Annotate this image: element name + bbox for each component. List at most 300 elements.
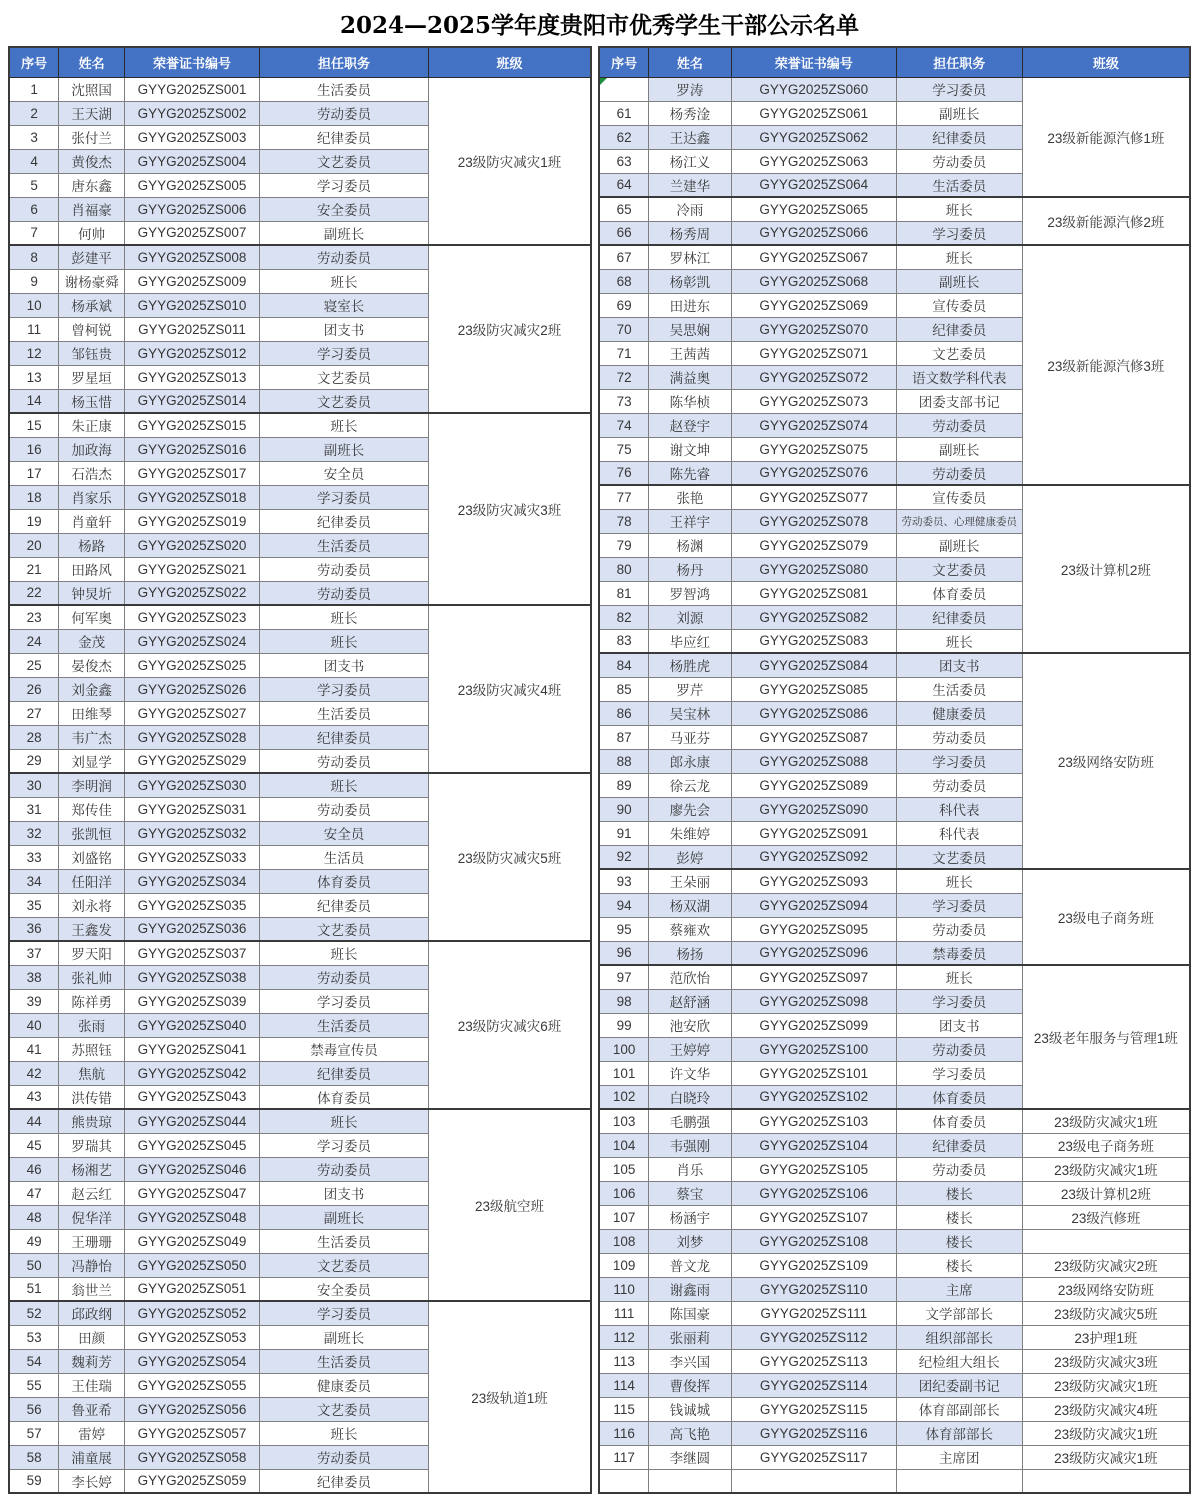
cell-no: 43 [9, 1085, 59, 1109]
cell-cert: GYYG2025ZS018 [125, 485, 260, 509]
cell-class: 23级网络安防班 [1022, 653, 1190, 869]
cell-cert: GYYG2025ZS062 [731, 125, 896, 149]
table-row [599, 653, 1190, 677]
cell-no: 50 [9, 1253, 59, 1277]
cell-no: 49 [9, 1229, 59, 1253]
header-cell-4: 班级 [1022, 47, 1190, 77]
cell-no: 55 [9, 1373, 59, 1397]
cell-cert: GYYG2025ZS036 [125, 917, 260, 941]
cell-cert: GYYG2025ZS061 [731, 101, 896, 125]
table-row [599, 1205, 1190, 1229]
cell-cert: GYYG2025ZS023 [125, 605, 260, 629]
cell-name: 廖先会 [649, 797, 731, 821]
cell-name: 魏莉芳 [59, 1349, 125, 1373]
cell-no: 64 [599, 173, 649, 197]
cell-name: 王天湖 [59, 101, 125, 125]
cell-no: 11 [9, 317, 59, 341]
cell-no: 62 [599, 125, 649, 149]
cell-name: 陈华桢 [649, 389, 731, 413]
cell-cert: GYYG2025ZS072 [731, 365, 896, 389]
cell-name: 池安欣 [649, 1013, 731, 1037]
header-cell-0: 序号 [599, 47, 649, 77]
cell-class: 23级防灾减灾1班 [1022, 1157, 1190, 1181]
cell-name: 罗智鸿 [649, 581, 731, 605]
cell-name: 浦童展 [59, 1445, 125, 1469]
cell-name: 朱正康 [59, 413, 125, 437]
cell-name: 沈照国 [59, 77, 125, 101]
cell-cert: GYYG2025ZS042 [125, 1061, 260, 1085]
cell-class: 23级防灾减灾2班 [1022, 1253, 1190, 1277]
cell-role: 纪律委员 [896, 125, 1022, 149]
cell-no: 95 [599, 917, 649, 941]
cell-role: 宣传委员 [896, 485, 1022, 509]
cell-role: 班长 [896, 197, 1022, 221]
table-row [9, 605, 591, 629]
cell-name: 田进东 [649, 293, 731, 317]
cell-no: 41 [9, 1037, 59, 1061]
cell-class: 23级防灾减灾4班 [429, 605, 592, 773]
cell-role: 劳动委员 [896, 773, 1022, 797]
cell-class: 23级计算机2班 [1022, 485, 1190, 653]
cell-class: 23级新能源汽修3班 [1022, 245, 1190, 485]
cell-name: 罗星垣 [59, 365, 125, 389]
cell-name: 肖乐 [649, 1157, 731, 1181]
cell-role: 团支书 [259, 317, 428, 341]
cell-name: 罗涛 [649, 77, 731, 101]
cell-cert: GYYG2025ZS098 [731, 989, 896, 1013]
cell-role: 生活委员 [259, 701, 428, 725]
table-row [599, 1181, 1190, 1205]
cell-role: 副班长 [259, 1205, 428, 1229]
header-row [599, 47, 1190, 77]
cell-role: 劳动委员 [259, 1445, 428, 1469]
cell-cert: GYYG2025ZS109 [731, 1253, 896, 1277]
cell-cert: GYYG2025ZS116 [731, 1421, 896, 1445]
cell-no: 81 [599, 581, 649, 605]
cell-class [1022, 1229, 1190, 1253]
cell-role: 体育委员 [259, 1085, 428, 1109]
cell-class: 23级防灾减灾1班 [1022, 1445, 1190, 1469]
cell-name: 杨双湖 [649, 893, 731, 917]
cell-role: 安全委员 [259, 197, 428, 221]
cell-cert: GYYG2025ZS011 [125, 317, 260, 341]
cell-no: 80 [599, 557, 649, 581]
cell-name: 张礼帅 [59, 965, 125, 989]
cell-cert: GYYG2025ZS091 [731, 821, 896, 845]
cell-class: 23级防灾减灾4班 [1022, 1397, 1190, 1421]
table-row [599, 1253, 1190, 1277]
cell-no: 67 [599, 245, 649, 269]
cell-cert: GYYG2025ZS005 [125, 173, 260, 197]
cell-name: 郎永康 [649, 749, 731, 773]
cell-role: 团支书 [259, 1181, 428, 1205]
cell-cert: GYYG2025ZS094 [731, 893, 896, 917]
header-cell-0: 序号 [9, 47, 59, 77]
cell-role: 文艺委员 [259, 149, 428, 173]
cell-name: 翁世兰 [59, 1277, 125, 1301]
table-row [599, 77, 1190, 101]
cell-no: 9 [9, 269, 59, 293]
cell-name: 钱诚城 [649, 1397, 731, 1421]
table-header [9, 47, 591, 77]
cell-role: 副班长 [896, 101, 1022, 125]
cell-no: 5 [9, 173, 59, 197]
cell-name: 吴思娴 [649, 317, 731, 341]
cell-cert: GYYG2025ZS065 [731, 197, 896, 221]
header-cell-1: 姓名 [59, 47, 125, 77]
cell-no: 106 [599, 1181, 649, 1205]
cell-role: 学习委员 [259, 1133, 428, 1157]
cell-cert: GYYG2025ZS012 [125, 341, 260, 365]
cell-role: 学习委员 [896, 221, 1022, 245]
cell-role: 劳动委员 [896, 917, 1022, 941]
cell-cert: GYYG2025ZS070 [731, 317, 896, 341]
cell-no: 109 [599, 1253, 649, 1277]
cell-cert: GYYG2025ZS044 [125, 1109, 260, 1133]
cell-name: 马亚芬 [649, 725, 731, 749]
cell-name: 张凯恒 [59, 821, 125, 845]
cell-role: 生活委员 [896, 677, 1022, 701]
cell-role: 寝室长 [259, 293, 428, 317]
cell-role: 副班长 [896, 269, 1022, 293]
cell-class: 23级电子商务班 [1022, 869, 1190, 965]
cell-no: 44 [9, 1109, 59, 1133]
cell-cert: GYYG2025ZS004 [125, 149, 260, 173]
page-title: 2024—2025学年度贵阳市优秀学生干部公示名单 [339, 12, 860, 39]
table-row [599, 1301, 1190, 1325]
cell-role: 文艺委员 [259, 389, 428, 413]
cell-role: 体育委员 [896, 1085, 1022, 1109]
cell-no: 88 [599, 749, 649, 773]
cell-role: 安全员 [259, 821, 428, 845]
cell-no: 30 [9, 773, 59, 797]
cell-name: 满益奥 [649, 365, 731, 389]
cell-no: 21 [9, 557, 59, 581]
cell-cert: GYYG2025ZS049 [125, 1229, 260, 1253]
cell-name: 谢文坤 [649, 437, 731, 461]
cell-name: 赵云红 [59, 1181, 125, 1205]
cell-name: 王达鑫 [649, 125, 731, 149]
cell-name: 熊贵琼 [59, 1109, 125, 1133]
cell-name: 范欣怡 [649, 965, 731, 989]
cell-cert: GYYG2025ZS066 [731, 221, 896, 245]
cell-role: 体育委员 [896, 581, 1022, 605]
cell-role: 团支书 [259, 653, 428, 677]
cell-cert: GYYG2025ZS021 [125, 557, 260, 581]
table-row [599, 1157, 1190, 1181]
cell-cert: GYYG2025ZS088 [731, 749, 896, 773]
cell-cert: GYYG2025ZS058 [125, 1445, 260, 1469]
cell-name: 田颜 [59, 1325, 125, 1349]
cell-name: 鲁亚希 [59, 1397, 125, 1421]
cell-cert: GYYG2025ZS099 [731, 1013, 896, 1037]
cell-cert: GYYG2025ZS046 [125, 1157, 260, 1181]
cell-cert: GYYG2025ZS087 [731, 725, 896, 749]
header-cell-3: 担任职务 [896, 47, 1022, 77]
cell-class: 23级电子商务班 [1022, 1133, 1190, 1157]
cell-role: 劳动委员 [259, 1157, 428, 1181]
cell-name: 王朵丽 [649, 869, 731, 893]
table-row [9, 1109, 591, 1133]
cell-class: 23级航空班 [429, 1109, 592, 1301]
cell-name: 加政海 [59, 437, 125, 461]
cell-role: 班长 [259, 941, 428, 965]
cell-role: 禁毒委员 [896, 941, 1022, 965]
cell-role: 生活委员 [259, 77, 428, 101]
cell-name: 李明润 [59, 773, 125, 797]
cell-cert: GYYG2025ZS035 [125, 893, 260, 917]
cell-role: 劳动委员 [259, 101, 428, 125]
cell-cert: GYYG2025ZS052 [125, 1301, 260, 1325]
cell-no: 66 [599, 221, 649, 245]
cell-cert: GYYG2025ZS108 [731, 1229, 896, 1253]
cell-class: 23级防灾减灾6班 [429, 941, 592, 1109]
cell-role: 生活委员 [259, 1349, 428, 1373]
cell-role: 文学部部长 [896, 1301, 1022, 1325]
cell-role: 学习委员 [259, 341, 428, 365]
cell-no [599, 77, 649, 101]
cell-name: 徐云龙 [649, 773, 731, 797]
cell-name: 张雨 [59, 1013, 125, 1037]
cell-role: 班长 [259, 629, 428, 653]
cell-name: 钟炅圻 [59, 581, 125, 605]
cell-no: 56 [9, 1397, 59, 1421]
cell-role: 副班长 [259, 221, 428, 245]
cell-cert: GYYG2025ZS020 [125, 533, 260, 557]
cell-name: 韦强刚 [649, 1133, 731, 1157]
cell-role: 组织部部长 [896, 1325, 1022, 1349]
cell-name: 田路风 [59, 557, 125, 581]
cell-cert: GYYG2025ZS111 [731, 1301, 896, 1325]
header-row [9, 47, 591, 77]
cell-role: 主席 [896, 1277, 1022, 1301]
cell-cert: GYYG2025ZS032 [125, 821, 260, 845]
cell-role: 体育委员 [259, 869, 428, 893]
cell-no: 104 [599, 1133, 649, 1157]
table-row [9, 413, 591, 437]
cell-name: 王茜茜 [649, 341, 731, 365]
cell-cert: GYYG2025ZS008 [125, 245, 260, 269]
table-body [599, 77, 1190, 1493]
cell-name: 张艳 [649, 485, 731, 509]
cell-name: 金茂 [59, 629, 125, 653]
table-row [599, 965, 1190, 989]
cell-name: 赵登宇 [649, 413, 731, 437]
cell-cert: GYYG2025ZS074 [731, 413, 896, 437]
cell-name: 王祥宇 [649, 509, 731, 533]
cell-name [649, 1469, 731, 1493]
table-row [599, 1133, 1190, 1157]
cell-name: 邱政纲 [59, 1301, 125, 1325]
table-row [599, 1109, 1190, 1133]
cell-cert: GYYG2025ZS056 [125, 1397, 260, 1421]
header-cell-2: 荣誉证书编号 [125, 47, 260, 77]
table-row [9, 245, 591, 269]
cell-name: 普文龙 [649, 1253, 731, 1277]
roster-table-right [598, 46, 1191, 1494]
cell-class: 23级网络安防班 [1022, 1277, 1190, 1301]
cell-name: 王鑫发 [59, 917, 125, 941]
cell-cert: GYYG2025ZS079 [731, 533, 896, 557]
cell-name: 曹俊挥 [649, 1373, 731, 1397]
cell-name: 杨渊 [649, 533, 731, 557]
cell-no: 78 [599, 509, 649, 533]
cell-no: 63 [599, 149, 649, 173]
cell-no: 39 [9, 989, 59, 1013]
cell-cert: GYYG2025ZS055 [125, 1373, 260, 1397]
cell-no: 111 [599, 1301, 649, 1325]
cell-cert: GYYG2025ZS106 [731, 1181, 896, 1205]
cell-cert: GYYG2025ZS076 [731, 461, 896, 485]
table-row [599, 485, 1190, 509]
cell-no: 31 [9, 797, 59, 821]
cell-no [599, 1469, 649, 1493]
cell-name: 晏俊杰 [59, 653, 125, 677]
table-header [599, 47, 1190, 77]
cell-cert: GYYG2025ZS051 [125, 1277, 260, 1301]
cell-no: 116 [599, 1421, 649, 1445]
cell-no: 110 [599, 1277, 649, 1301]
cell-name: 杨江义 [649, 149, 731, 173]
cell-class: 23护理1班 [1022, 1325, 1190, 1349]
cell-role: 纪律委员 [896, 605, 1022, 629]
cell-role: 楼长 [896, 1229, 1022, 1253]
cell-no: 54 [9, 1349, 59, 1373]
cell-name: 毕应红 [649, 629, 731, 653]
cell-cert: GYYG2025ZS075 [731, 437, 896, 461]
cell-name: 陈祥勇 [59, 989, 125, 1013]
cell-cert: GYYG2025ZS068 [731, 269, 896, 293]
cell-no: 34 [9, 869, 59, 893]
cell-name: 冯静怡 [59, 1253, 125, 1277]
table-row [599, 1421, 1190, 1445]
cell-name: 韦广杰 [59, 725, 125, 749]
cell-name: 蔡宝 [649, 1181, 731, 1205]
cell-name: 何帅 [59, 221, 125, 245]
cell-role: 劳动委员 [259, 557, 428, 581]
cell-cert: GYYG2025ZS080 [731, 557, 896, 581]
cell-no: 70 [599, 317, 649, 341]
cell-role: 劳动委员 [259, 965, 428, 989]
cell-name: 毛鹏强 [649, 1109, 731, 1133]
cell-role: 生活委员 [259, 1229, 428, 1253]
cell-name: 刘源 [649, 605, 731, 629]
roster-table-left [8, 46, 592, 1494]
cell-role: 文艺委员 [896, 341, 1022, 365]
cell-role: 学习委员 [259, 1301, 428, 1325]
cell-name: 冷雨 [649, 197, 731, 221]
cell-no: 112 [599, 1325, 649, 1349]
cell-cert: GYYG2025ZS030 [125, 773, 260, 797]
cell-role: 班长 [896, 965, 1022, 989]
cell-no: 61 [599, 101, 649, 125]
cell-role: 文艺委员 [259, 917, 428, 941]
cell-name: 彭婷 [649, 845, 731, 869]
cell-name: 杨彰凯 [649, 269, 731, 293]
cell-name: 洪传错 [59, 1085, 125, 1109]
cell-name: 陈先睿 [649, 461, 731, 485]
cell-cert: GYYG2025ZS113 [731, 1349, 896, 1373]
header-cell-1: 姓名 [649, 47, 731, 77]
cell-no: 52 [9, 1301, 59, 1325]
cell-name: 刘永将 [59, 893, 125, 917]
cell-cert: GYYG2025ZS053 [125, 1325, 260, 1349]
cell-role: 纪检组大组长 [896, 1349, 1022, 1373]
cell-role: 文艺委员 [259, 1397, 428, 1421]
cell-role: 班长 [259, 413, 428, 437]
cell-no: 69 [599, 293, 649, 317]
cell-role: 纪律委员 [259, 725, 428, 749]
cell-role: 劳动委员 [896, 1037, 1022, 1061]
cell-no: 72 [599, 365, 649, 389]
cell-cert: GYYG2025ZS107 [731, 1205, 896, 1229]
cell-no: 114 [599, 1373, 649, 1397]
header-cell-3: 担任职务 [259, 47, 428, 77]
cell-name: 张付兰 [59, 125, 125, 149]
table-row [9, 77, 591, 101]
cell-no: 38 [9, 965, 59, 989]
cell-cert: GYYG2025ZS033 [125, 845, 260, 869]
table-row [599, 1229, 1190, 1253]
cell-role: 纪律委员 [896, 1133, 1022, 1157]
cell-no: 84 [599, 653, 649, 677]
cell-cert: GYYG2025ZS048 [125, 1205, 260, 1229]
cell-name: 杨秀淦 [649, 101, 731, 125]
cell-cert: GYYG2025ZS110 [731, 1277, 896, 1301]
cell-name: 杨秀周 [649, 221, 731, 245]
cell-no: 58 [9, 1445, 59, 1469]
cell-role: 生活委员 [259, 1013, 428, 1037]
cell-name: 雷婷 [59, 1421, 125, 1445]
cell-cert: GYYG2025ZS059 [125, 1469, 260, 1493]
cell-name: 谢杨豪舜 [59, 269, 125, 293]
cell-cert: GYYG2025ZS022 [125, 581, 260, 605]
cell-role: 楼长 [896, 1181, 1022, 1205]
cell-cert: GYYG2025ZS003 [125, 125, 260, 149]
table-row [599, 1325, 1190, 1349]
cell-no: 101 [599, 1061, 649, 1085]
cell-no: 77 [599, 485, 649, 509]
cell-cert: GYYG2025ZS040 [125, 1013, 260, 1037]
cell-name: 罗林江 [649, 245, 731, 269]
cell-cert: GYYG2025ZS100 [731, 1037, 896, 1061]
cell-name: 李继圆 [649, 1445, 731, 1469]
cell-name: 陈国豪 [649, 1301, 731, 1325]
cell-role: 劳动委员 [896, 149, 1022, 173]
cell-class: 23级防灾减灾3班 [429, 413, 592, 605]
cell-no: 2 [9, 101, 59, 125]
cell-class: 23级防灾减灾1班 [1022, 1109, 1190, 1133]
cell-cert: GYYG2025ZS006 [125, 197, 260, 221]
cell-no: 53 [9, 1325, 59, 1349]
cell-name: 杨丹 [649, 557, 731, 581]
cell-cert: GYYG2025ZS001 [125, 77, 260, 101]
cell-role: 楼长 [896, 1205, 1022, 1229]
cell-role: 学习委员 [259, 173, 428, 197]
cell-name: 肖童轩 [59, 509, 125, 533]
cell-role [896, 1469, 1022, 1493]
cell-cert: GYYG2025ZS013 [125, 365, 260, 389]
cell-name: 曾柯锐 [59, 317, 125, 341]
cell-role: 纪律委员 [896, 317, 1022, 341]
cell-role: 学习委员 [259, 677, 428, 701]
cell-cert: GYYG2025ZS028 [125, 725, 260, 749]
cell-name: 石浩杰 [59, 461, 125, 485]
cell-no: 51 [9, 1277, 59, 1301]
cell-no: 83 [599, 629, 649, 653]
cell-no: 71 [599, 341, 649, 365]
cell-cert: GYYG2025ZS089 [731, 773, 896, 797]
